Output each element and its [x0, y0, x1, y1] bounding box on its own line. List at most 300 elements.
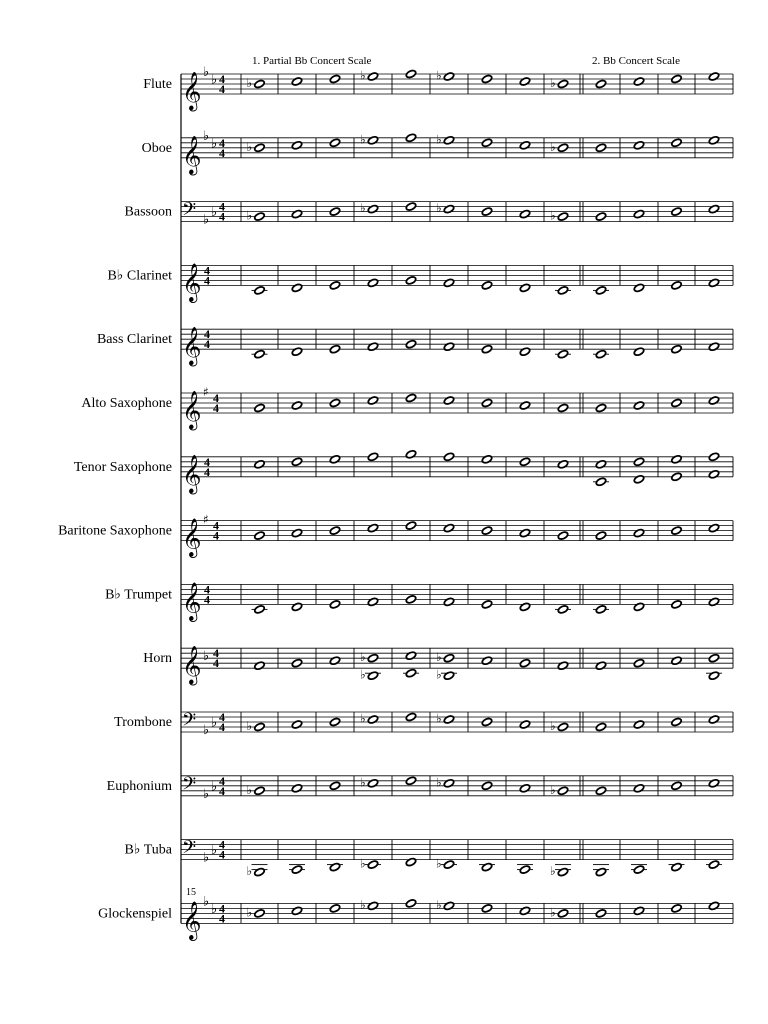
staff-3: [107, 262, 733, 303]
whole-note: [633, 602, 645, 612]
whole-note: [708, 671, 720, 681]
section-2-label: 2. Bb Concert Scale: [592, 55, 680, 67]
whole-note: [595, 786, 607, 796]
whole-note: [708, 469, 720, 479]
time-signature-bottom: 4: [219, 209, 225, 224]
time-signature-top: 4: [219, 773, 225, 788]
staff-9: [143, 645, 733, 686]
flat-icon: ♭: [203, 649, 210, 665]
instrument-label: Alto Saxophone: [81, 396, 172, 411]
flat-icon: ♭: [203, 212, 210, 228]
flat-accidental-icon: ♭: [360, 856, 366, 871]
whole-note: [633, 783, 645, 793]
whole-note: [519, 457, 531, 467]
whole-note: [367, 523, 379, 533]
whole-note: [443, 72, 455, 82]
whole-note: [671, 862, 683, 872]
flat-accidental-icon: ♭: [436, 650, 442, 665]
whole-note: [708, 342, 720, 352]
flat-accidental-icon: ♭: [550, 719, 556, 733]
whole-note: [595, 477, 607, 487]
time-signature-top: 4: [219, 199, 225, 214]
flat-accidental-icon: ♭: [436, 775, 442, 790]
whole-note: [671, 717, 683, 727]
whole-note: [254, 909, 266, 919]
flat-accidental-icon: ♭: [550, 139, 556, 154]
whole-note: [329, 207, 341, 217]
flat-accidental-icon: ♭: [360, 132, 366, 147]
whole-note: [291, 602, 303, 612]
whole-note: [671, 781, 683, 791]
whole-note: [595, 909, 607, 919]
staff-1: [142, 129, 733, 176]
whole-note: [557, 349, 569, 359]
whole-note: [557, 722, 569, 732]
whole-note: [708, 597, 720, 607]
flat-icon: ♭: [211, 715, 218, 731]
flat-accidental-icon: ♭: [550, 905, 556, 920]
whole-note: [481, 281, 493, 291]
time-signature-bottom: 4: [219, 145, 225, 160]
whole-note: [557, 605, 569, 615]
staff-5: [81, 385, 733, 431]
time-signature-bottom: 4: [204, 273, 210, 288]
bass-clef-icon: 𝄢: [182, 837, 197, 863]
treble-clef-icon: 𝄞: [182, 262, 202, 302]
whole-note: [367, 715, 379, 725]
sharp-icon: ♯: [203, 512, 209, 527]
staff-10: [114, 710, 733, 738]
flat-icon: ♭: [211, 136, 218, 152]
flat-accidental-icon: ♭: [360, 711, 366, 726]
whole-note: [405, 595, 417, 605]
whole-note: [557, 909, 569, 919]
whole-note: [595, 531, 607, 541]
staff-system: [58, 65, 733, 941]
whole-note: [443, 715, 455, 725]
time-signature-top: 4: [204, 327, 210, 342]
whole-note: [671, 344, 683, 354]
whole-note: [595, 661, 607, 671]
treble-clef-icon: 𝄞: [182, 517, 202, 557]
whole-note: [595, 286, 607, 296]
whole-note: [519, 602, 531, 612]
whole-note: [633, 140, 645, 150]
staff-0: [143, 65, 733, 112]
whole-note: [595, 867, 607, 877]
flat-icon: ♭: [203, 894, 210, 910]
flat-accidental-icon: ♭: [360, 68, 366, 83]
time-signature-top: 4: [204, 582, 210, 597]
whole-note: [519, 283, 531, 293]
time-signature-bottom: 4: [204, 464, 210, 479]
whole-note: [708, 396, 720, 406]
whole-note: [405, 776, 417, 786]
whole-note: [291, 906, 303, 916]
measure-number: 15: [186, 887, 196, 898]
flat-accidental-icon: ♭: [550, 864, 556, 879]
whole-note: [405, 668, 417, 678]
whole-note: [367, 278, 379, 288]
whole-note: [405, 712, 417, 722]
flat-accidental-icon: ♭: [360, 650, 366, 665]
whole-note: [557, 403, 569, 413]
time-signature-top: 4: [213, 646, 219, 661]
whole-note: [481, 781, 493, 791]
flat-icon: ♭: [211, 843, 218, 859]
whole-note: [671, 526, 683, 536]
whole-note: [481, 207, 493, 217]
treble-clef-icon: 𝄞: [182, 900, 202, 940]
whole-note: [633, 457, 645, 467]
whole-note: [708, 715, 720, 725]
whole-note: [633, 209, 645, 219]
time-signature-bottom: 4: [213, 656, 219, 671]
whole-note: [329, 344, 341, 354]
whole-note: [481, 717, 493, 727]
whole-note: [291, 528, 303, 538]
whole-note: [671, 454, 683, 464]
time-signature-bottom: 4: [219, 720, 225, 734]
whole-note: [405, 276, 417, 286]
whole-note: [481, 344, 493, 354]
whole-note: [557, 143, 569, 153]
whole-note: [633, 865, 645, 875]
whole-note: [671, 207, 683, 217]
whole-note: [443, 597, 455, 607]
whole-note: [671, 281, 683, 291]
instrument-label: Baritone Saxophone: [58, 523, 172, 539]
instrument-label: Tenor Saxophone: [73, 459, 172, 475]
flat-icon: ♭: [211, 901, 218, 917]
flat-accidental-icon: ♭: [246, 719, 253, 733]
whole-note: [481, 862, 493, 872]
whole-note: [329, 74, 341, 84]
whole-note: [291, 209, 303, 219]
whole-note: [254, 79, 266, 89]
staff-6: [74, 449, 733, 494]
flat-accidental-icon: ♭: [246, 864, 253, 879]
whole-note: [557, 459, 569, 469]
treble-clef-icon: 𝄞: [182, 453, 202, 493]
whole-note: [481, 74, 493, 84]
staff-12: [125, 838, 733, 879]
flat-accidental-icon: ♭: [550, 208, 556, 223]
whole-note: [443, 342, 455, 352]
whole-note: [254, 403, 266, 413]
whole-note: [367, 452, 379, 462]
whole-note: [291, 720, 303, 730]
whole-note: [519, 720, 531, 730]
whole-note: [329, 398, 341, 408]
whole-note: [329, 600, 341, 610]
whole-note: [557, 786, 569, 796]
whole-note: [671, 656, 683, 666]
flat-icon: ♭: [203, 128, 210, 144]
time-signature-bottom: 4: [213, 528, 219, 543]
staff-2: [125, 200, 733, 228]
whole-note: [254, 867, 266, 877]
whole-note: [557, 212, 569, 222]
whole-note: [708, 72, 720, 82]
whole-note: [519, 209, 531, 219]
flat-icon: ♭: [203, 850, 210, 866]
whole-note: [254, 661, 266, 671]
whole-note: [254, 786, 266, 796]
whole-note: [633, 528, 645, 538]
flat-accidental-icon: ♭: [436, 68, 442, 83]
treble-clef-icon: 𝄞: [182, 134, 202, 174]
whole-note: [557, 867, 569, 877]
instrument-label: B♭ Clarinet: [107, 268, 172, 284]
whole-note: [481, 138, 493, 148]
whole-note: [708, 523, 720, 533]
flat-accidental-icon: ♭: [436, 201, 442, 216]
whole-note: [671, 904, 683, 914]
whole-note: [671, 74, 683, 84]
treble-clef-icon: 𝄞: [182, 581, 202, 621]
sharp-icon: ♯: [203, 385, 209, 399]
whole-note: [367, 396, 379, 406]
treble-clef-icon: 𝄞: [182, 645, 202, 685]
flat-accidental-icon: ♭: [436, 667, 442, 682]
instrument-label: Flute: [143, 77, 172, 92]
whole-note: [254, 349, 266, 359]
flat-icon: ♭: [203, 786, 210, 802]
time-signature-top: 4: [213, 518, 219, 533]
instrument-label: Euphonium: [106, 778, 172, 794]
whole-note: [519, 783, 531, 793]
bass-clef-icon: 𝄢: [182, 710, 197, 735]
whole-note: [254, 286, 266, 296]
time-signature-bottom: 4: [219, 911, 225, 926]
whole-note: [708, 778, 720, 788]
time-signature-top: 4: [219, 901, 225, 916]
whole-note: [405, 133, 417, 143]
whole-note: [595, 459, 607, 469]
treble-clef-icon: 𝄞: [182, 71, 202, 110]
whole-note: [633, 474, 645, 484]
whole-note: [329, 454, 341, 464]
flat-accidental-icon: ♭: [246, 76, 253, 90]
whole-note: [557, 286, 569, 296]
time-signature-bottom: 4: [213, 401, 219, 415]
whole-note: [367, 653, 379, 663]
whole-note: [633, 720, 645, 730]
whole-note: [481, 656, 493, 666]
whole-note: [519, 347, 531, 357]
time-signature-top: 4: [204, 454, 210, 469]
whole-note: [367, 72, 379, 82]
whole-note: [443, 135, 455, 145]
whole-note: [443, 278, 455, 288]
flat-accidental-icon: ♭: [436, 132, 442, 147]
time-signature-top: 4: [219, 135, 225, 150]
flat-accidental-icon: ♭: [550, 782, 556, 797]
whole-note: [367, 135, 379, 145]
flat-accidental-icon: ♭: [360, 775, 366, 790]
whole-note: [443, 452, 455, 462]
flat-accidental-icon: ♭: [550, 76, 556, 90]
whole-note: [254, 212, 266, 222]
whole-note: [595, 349, 607, 359]
whole-note: [291, 783, 303, 793]
flat-accidental-icon: ♭: [246, 782, 253, 797]
whole-note: [367, 901, 379, 911]
whole-note: [633, 347, 645, 357]
whole-note: [519, 906, 531, 916]
whole-note: [254, 143, 266, 153]
whole-note: [329, 138, 341, 148]
time-signature-top: 4: [219, 710, 225, 724]
staff-7: [58, 513, 733, 559]
instrument-label: Bassoon: [124, 204, 172, 220]
whole-note: [291, 283, 303, 293]
time-signature-bottom: 4: [219, 783, 225, 798]
instrument-label: Horn: [143, 651, 172, 667]
whole-note: [519, 865, 531, 875]
flat-icon: ♭: [203, 65, 210, 80]
flat-accidental-icon: ♭: [436, 711, 442, 726]
whole-note: [557, 531, 569, 541]
time-signature-top: 4: [204, 263, 210, 278]
staff-13: [98, 894, 733, 941]
bass-clef-icon: 𝄢: [182, 773, 197, 799]
whole-note: [481, 454, 493, 464]
whole-note: [671, 398, 683, 408]
whole-note: [291, 140, 303, 150]
whole-note: [519, 140, 531, 150]
whole-note: [595, 79, 607, 89]
instrument-label: Trombone: [114, 715, 172, 730]
whole-note: [633, 401, 645, 411]
whole-note: [708, 452, 720, 462]
whole-note: [633, 77, 645, 87]
whole-note: [595, 212, 607, 222]
whole-note: [405, 69, 417, 79]
instrument-label: Oboe: [141, 140, 172, 156]
whole-note: [633, 906, 645, 916]
whole-note: [405, 857, 417, 867]
whole-note: [254, 531, 266, 541]
whole-note: [367, 204, 379, 214]
whole-note: [405, 339, 417, 349]
instrument-label: B♭ Tuba: [124, 842, 172, 858]
whole-note: [708, 204, 720, 214]
whole-note: [367, 342, 379, 352]
whole-note: [443, 901, 455, 911]
whole-note: [708, 653, 720, 663]
whole-note: [671, 472, 683, 482]
whole-note: [481, 526, 493, 536]
whole-note: [367, 671, 379, 681]
flat-accidental-icon: ♭: [246, 905, 253, 920]
flat-accidental-icon: ♭: [246, 208, 253, 223]
flat-icon: ♭: [211, 779, 218, 795]
time-signature-bottom: 4: [204, 337, 210, 352]
flat-accidental-icon: ♭: [246, 139, 253, 154]
whole-note: [595, 143, 607, 153]
whole-note: [405, 449, 417, 459]
whole-note: [367, 860, 379, 870]
whole-note: [443, 653, 455, 663]
whole-note: [595, 722, 607, 732]
whole-note: [557, 79, 569, 89]
treble-clef-icon: 𝄞: [182, 390, 202, 429]
time-signature-top: 4: [219, 837, 225, 852]
flat-icon: ♭: [203, 723, 210, 738]
flat-accidental-icon: ♭: [360, 897, 366, 912]
time-signature-top: 4: [219, 72, 225, 86]
whole-note: [329, 281, 341, 291]
whole-note: [405, 651, 417, 661]
whole-note: [443, 523, 455, 533]
whole-note: [708, 278, 720, 288]
whole-note: [405, 521, 417, 531]
whole-note: [254, 722, 266, 732]
whole-note: [405, 393, 417, 403]
flat-accidental-icon: ♭: [360, 667, 366, 682]
whole-note: [329, 904, 341, 914]
treble-clef-icon: 𝄞: [182, 326, 202, 366]
whole-note: [708, 860, 720, 870]
instrument-label: B♭ Trumpet: [105, 587, 172, 603]
whole-note: [708, 901, 720, 911]
flat-accidental-icon: ♭: [436, 856, 442, 871]
whole-note: [443, 396, 455, 406]
whole-note: [443, 778, 455, 788]
whole-note: [291, 865, 303, 875]
whole-note: [633, 658, 645, 668]
instrument-label: Bass Clarinet: [96, 332, 172, 348]
time-signature-bottom: 4: [219, 847, 225, 862]
whole-note: [405, 899, 417, 909]
whole-note: [329, 717, 341, 727]
flat-accidental-icon: ♭: [436, 897, 442, 912]
whole-note: [595, 403, 607, 413]
whole-note: [329, 526, 341, 536]
whole-note: [367, 597, 379, 607]
whole-note: [519, 401, 531, 411]
whole-note: [708, 135, 720, 145]
whole-note: [443, 671, 455, 681]
flat-accidental-icon: ♭: [360, 201, 366, 216]
whole-note: [291, 401, 303, 411]
whole-note: [405, 202, 417, 212]
whole-note: [481, 600, 493, 610]
whole-note: [519, 658, 531, 668]
flat-icon: ♭: [211, 72, 218, 88]
staff-4: [97, 326, 733, 367]
staff-8: [105, 581, 733, 622]
time-signature-bottom: 4: [204, 592, 210, 607]
whole-note: [291, 457, 303, 467]
time-signature-top: 4: [213, 391, 219, 405]
whole-note: [557, 661, 569, 671]
whole-note: [329, 862, 341, 872]
whole-note: [254, 605, 266, 615]
whole-note: [443, 860, 455, 870]
whole-note: [443, 204, 455, 214]
time-signature-bottom: 4: [219, 82, 225, 96]
section-1-label: 1. Partial Bb Concert Scale: [252, 55, 372, 67]
whole-note: [291, 347, 303, 357]
whole-note: [519, 77, 531, 87]
whole-note: [519, 528, 531, 538]
staff-11: [107, 774, 733, 802]
whole-note: [291, 658, 303, 668]
whole-note: [329, 781, 341, 791]
